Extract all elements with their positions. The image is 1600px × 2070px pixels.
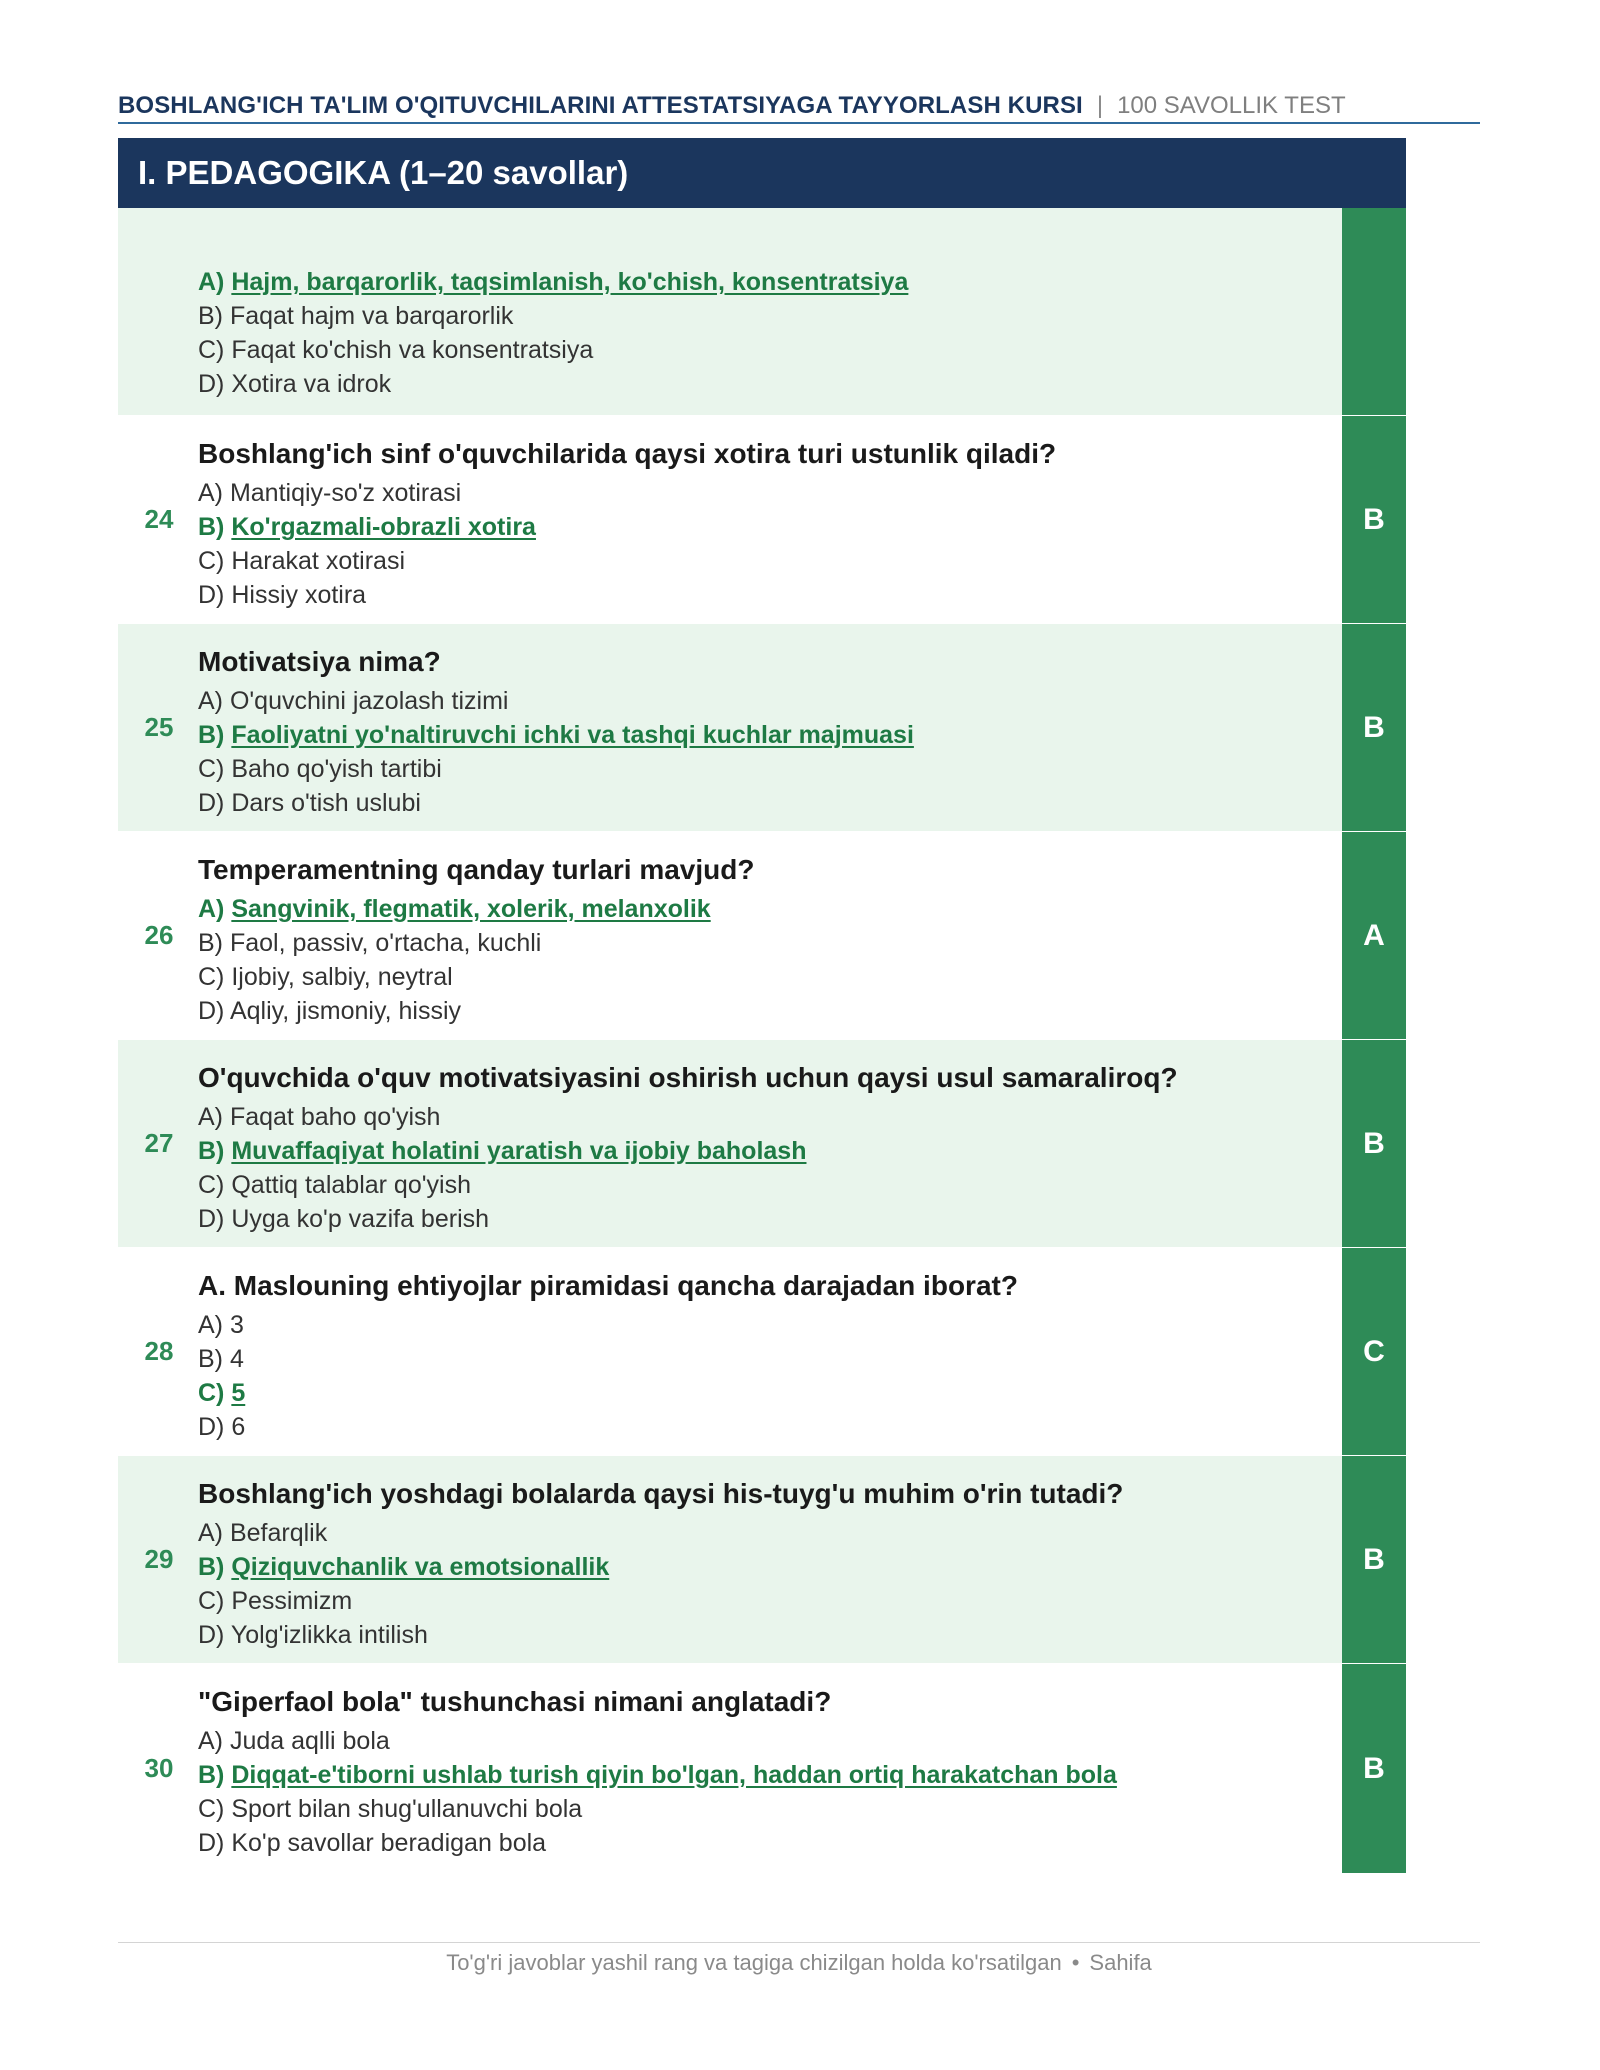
option-letter: C) <box>198 1587 225 1615</box>
option-text: 6 <box>231 1413 246 1441</box>
correct-option <box>198 892 1334 926</box>
option <box>198 1202 1334 1236</box>
option <box>198 926 1334 960</box>
option-text: Aqliy, jismoniy, hissiy <box>229 997 462 1025</box>
option-text: Ko'p savollar beradigan bola <box>231 1829 547 1857</box>
questions-table <box>118 208 1406 1874</box>
option <box>198 786 1334 820</box>
option-text: 3 <box>229 1311 244 1339</box>
option-letter: C) <box>198 547 225 575</box>
option-text: Juda aqlli bola <box>229 1727 390 1755</box>
option-letter: B) <box>198 1345 223 1373</box>
question-text: Motivatsiya nima? <box>198 646 441 677</box>
footer-dot: • <box>1071 1950 1080 1975</box>
correct-option <box>198 510 1334 544</box>
option <box>198 1724 1334 1758</box>
option-letter: C) <box>198 1795 225 1823</box>
option-letter: A) <box>198 687 223 715</box>
option-letter: C) <box>198 1379 225 1407</box>
option-text: Faoliyatni yo'naltiruvchi ichki va tashqi kuchlar majmuasi <box>231 721 914 749</box>
table-row <box>118 416 1406 624</box>
table-row <box>118 1664 1406 1874</box>
option-letter: A) <box>198 479 223 507</box>
table-row <box>118 832 1406 1040</box>
option-text: Faol, passiv, o'rtacha, kuchli <box>229 929 542 957</box>
correct-option <box>198 1758 1334 1792</box>
option-letter: C) <box>198 755 225 783</box>
option-text: Yolg'izlikka intilish <box>230 1621 428 1649</box>
footer-page-label: Sahifa <box>1089 1950 1152 1975</box>
correct-option <box>198 1550 1334 1584</box>
option <box>198 1826 1334 1860</box>
option-letter: D) <box>198 997 225 1025</box>
option-letter: B) <box>198 1137 225 1165</box>
question-number: 26 <box>144 920 174 950</box>
option-text: Faqat baho qo'yish <box>229 1103 441 1131</box>
option-text: Muvaffaqiyat holatini yaratish va ijobiy baholash <box>231 1137 807 1165</box>
option-text: Sport bilan shug'ullanuvchi bola <box>231 1795 583 1823</box>
correct-option <box>198 1376 1334 1410</box>
answer-cell: B <box>1342 1664 1406 1873</box>
answer-cell: C <box>1342 1248 1406 1455</box>
option-letter: D) <box>198 1205 225 1233</box>
option-text: Hajm, barqarorlik, taqsimlanish, ko'chish, konsentratsiya <box>231 268 909 296</box>
option <box>198 1792 1334 1826</box>
correct-option <box>198 1134 1334 1168</box>
option-text: Ijobiy, salbiy, neytral <box>231 963 453 991</box>
answer-cell: A <box>1342 832 1406 1039</box>
answer-cell: B <box>1342 624 1406 831</box>
option <box>198 333 1334 367</box>
option-letter: A) <box>198 268 225 296</box>
option-text: Pessimizm <box>231 1587 353 1615</box>
section-title: I. PEDAGOGIKA (1–20 savollar) <box>118 138 1406 208</box>
option-letter: B) <box>198 1761 225 1789</box>
options-list <box>198 265 1334 401</box>
question-text: "Giperfaol bola" tushunchasi nimani anglatadi? <box>198 1686 832 1717</box>
option-letter: D) <box>198 789 225 817</box>
option-text: Ko'rgazmali-obrazli xotira <box>231 513 536 541</box>
footer-note: To'g'ri javoblar yashil rang va tagiga chizilgan holda ko'rsatilgan <box>446 1950 1062 1975</box>
option-text: Faqat hajm va barqarorlik <box>229 302 514 330</box>
question-number: 30 <box>144 1753 174 1783</box>
option-letter: B) <box>198 721 225 749</box>
option-text: Diqqat-e'tiborni ushlab turish qiyin bo'lgan, haddan ortiq harakatchan bola <box>231 1761 1117 1789</box>
option-text: Uyga ko'p vazifa berish <box>231 1205 490 1233</box>
table-row <box>118 1248 1406 1456</box>
question-text: Boshlang'ich sinf o'quvchilarida qaysi xotira turi ustunlik qiladi? <box>198 438 1057 469</box>
page-header <box>118 92 1480 124</box>
option-letter: C) <box>198 1171 225 1199</box>
option-text: 4 <box>229 1345 244 1373</box>
option <box>198 1516 1334 1550</box>
option-text: Qiziquvchanlik va emotsionallik <box>231 1553 610 1581</box>
table-row-continued <box>118 208 1406 416</box>
option-letter: B) <box>198 302 223 330</box>
question-body <box>198 852 1334 1028</box>
question-body <box>198 265 1334 401</box>
option-text: 5 <box>231 1379 246 1407</box>
option-text: Mantiqiy-so'z xotirasi <box>229 479 462 507</box>
option-letter: C) <box>198 963 225 991</box>
option-text: Xotira va idrok <box>231 370 392 398</box>
table-row <box>118 1456 1406 1664</box>
footer-divider <box>118 1942 1480 1943</box>
option <box>198 1308 1334 1342</box>
question-number: 25 <box>144 712 174 742</box>
option <box>198 476 1334 510</box>
question-number: 28 <box>144 1336 174 1366</box>
question-body <box>198 1060 1334 1236</box>
question-text: A. Maslouning ehtiyojlar piramidasi qancha darajadan iborat? <box>198 1270 1018 1301</box>
option <box>198 1618 1334 1652</box>
header-separator: | <box>1096 92 1104 119</box>
option <box>198 960 1334 994</box>
table-row <box>118 624 1406 832</box>
question-number: 27 <box>144 1128 174 1158</box>
option-text: Hissiy xotira <box>231 581 367 609</box>
option-letter: A) <box>198 1519 223 1547</box>
question-body <box>198 1684 1334 1860</box>
option-letter: B) <box>198 513 225 541</box>
option-letter: D) <box>198 581 225 609</box>
answer-cell-empty <box>1342 208 1406 415</box>
answer-cell: B <box>1342 1040 1406 1247</box>
answer-cell: B <box>1342 416 1406 623</box>
question-number: 24 <box>144 504 174 534</box>
option <box>198 752 1334 786</box>
option-letter: D) <box>198 1413 225 1441</box>
option-text: Faqat ko'chish va konsentratsiya <box>231 336 594 364</box>
question-body <box>198 1268 1334 1444</box>
option-letter: D) <box>198 1829 225 1857</box>
table-row <box>118 1040 1406 1248</box>
question-number: 29 <box>144 1544 174 1574</box>
option <box>198 1410 1334 1444</box>
option-letter: C) <box>198 336 225 364</box>
option-text: Baho qo'yish tartibi <box>231 755 442 783</box>
option <box>198 684 1334 718</box>
option-letter: A) <box>198 895 225 923</box>
option-text: Befarqlik <box>229 1519 328 1547</box>
question-text: Boshlang'ich yoshdagi bolalarda qaysi his-tuyg'u muhim o'rin tutadi? <box>198 1478 1124 1509</box>
option-text: Harakat xotirasi <box>231 547 406 575</box>
option-letter: B) <box>198 1553 225 1581</box>
question-text: O'quvchida o'quv motivatsiyasini oshirish uchun qaysi usul samaraliroq? <box>198 1062 1178 1093</box>
option <box>198 367 1334 401</box>
question-body <box>198 1476 1334 1652</box>
option-letter: D) <box>198 370 225 398</box>
test-label: 100 SAVOLLIK TEST <box>1117 92 1346 119</box>
answer-cell: B <box>1342 1456 1406 1663</box>
option-letter: D) <box>198 1621 225 1649</box>
page-footer <box>118 1950 1480 1976</box>
question-text: Temperamentning qanday turlari mavjud? <box>198 854 755 885</box>
option-letter: A) <box>198 1311 223 1339</box>
option-text: Dars o'tish uslubi <box>231 789 421 817</box>
option-letter: B) <box>198 929 223 957</box>
course-title: BOSHLANG'ICH TA'LIM O'QITUVCHILARINI ATTESTATSIYAGA TAYYORLASH KURSI <box>118 92 1083 119</box>
correct-option <box>198 718 1334 752</box>
option-letter: A) <box>198 1103 223 1131</box>
option <box>198 1100 1334 1134</box>
option <box>198 1584 1334 1618</box>
option <box>198 578 1334 612</box>
option-letter: A) <box>198 1727 223 1755</box>
option-text: Qattiq talablar qo'yish <box>231 1171 471 1199</box>
option <box>198 1342 1334 1376</box>
option <box>198 994 1334 1028</box>
option <box>198 1168 1334 1202</box>
option-text: O'quvchini jazolash tizimi <box>229 687 509 715</box>
correct-option <box>198 265 1334 299</box>
question-body <box>198 436 1334 612</box>
option <box>198 299 1334 333</box>
question-body <box>198 644 1334 820</box>
option-text: Sangvinik, flegmatik, xolerik, melanxolik <box>231 895 711 923</box>
option <box>198 544 1334 578</box>
